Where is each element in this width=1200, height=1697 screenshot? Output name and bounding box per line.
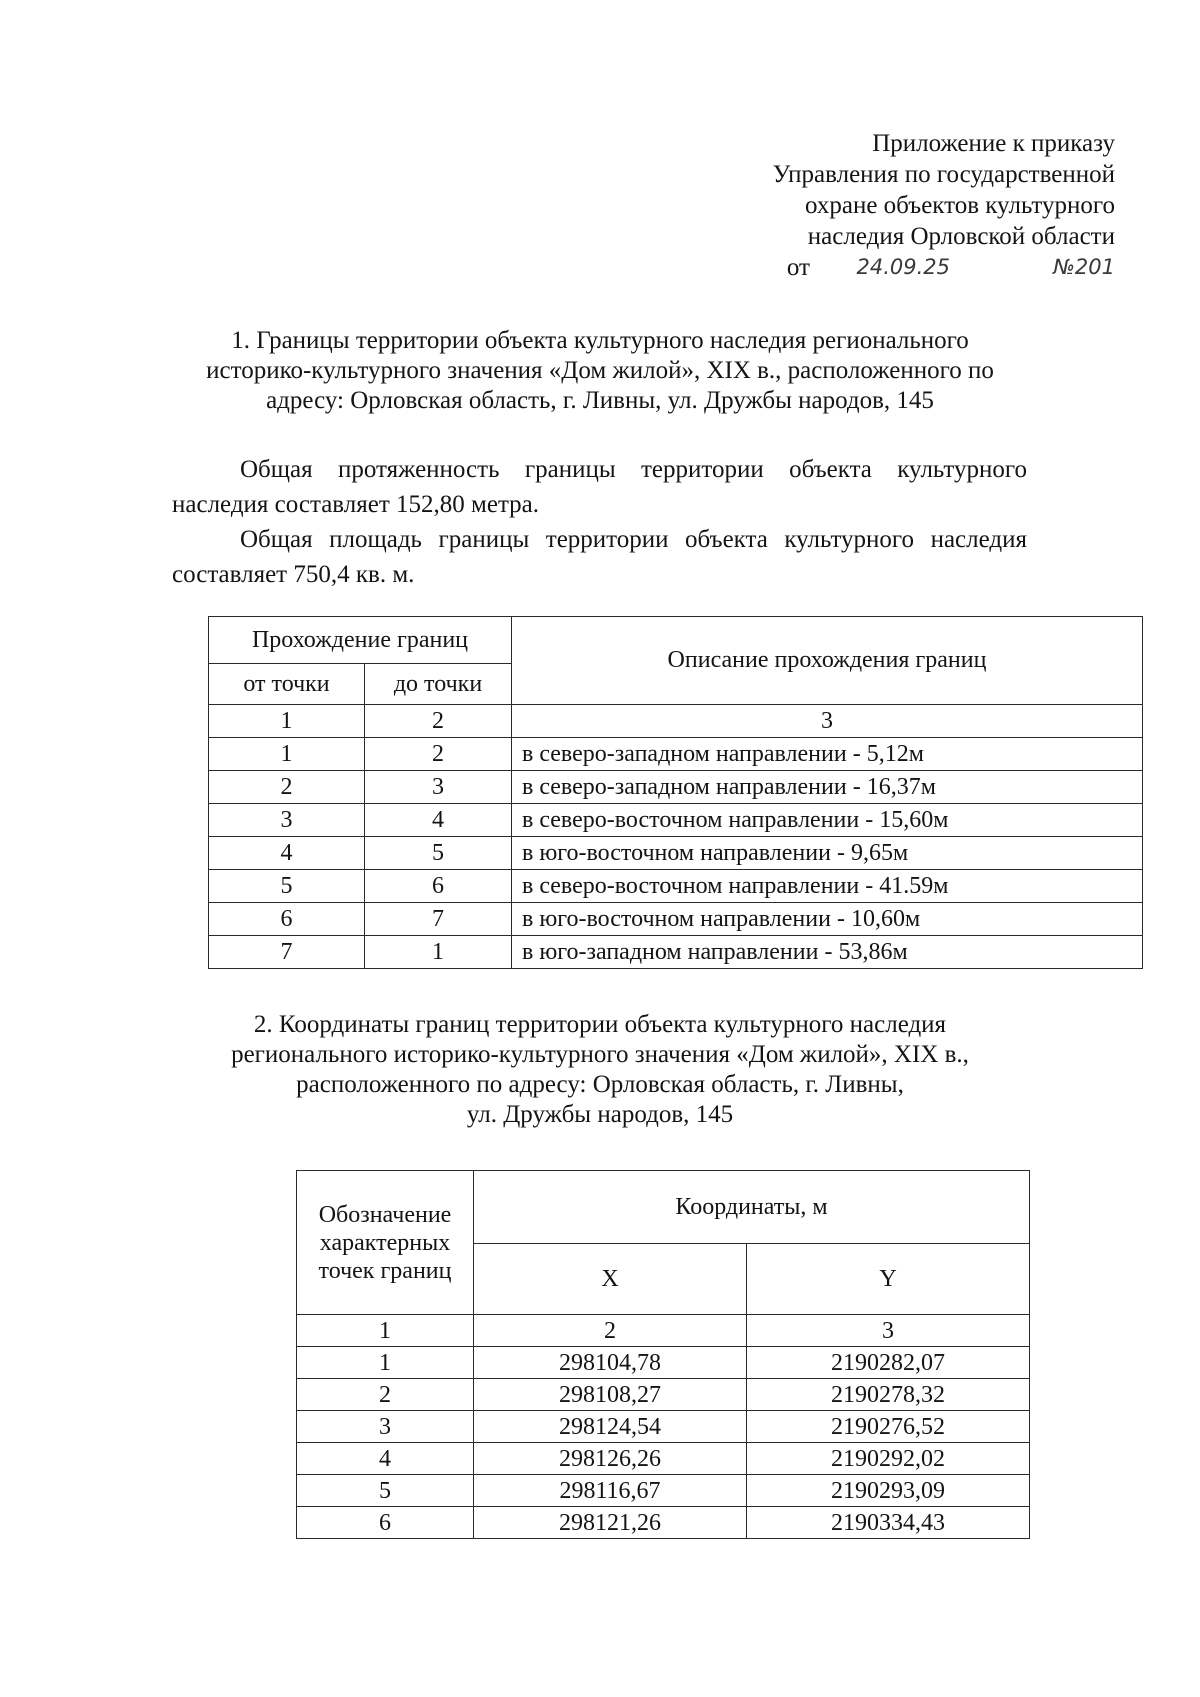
table-row	[297, 1347, 1030, 1379]
y-coordinate-cell: 2190276,52	[747, 1411, 1030, 1443]
header-y: Y	[747, 1244, 1030, 1315]
from-point-cell: 5	[209, 870, 365, 903]
appendix-header	[655, 128, 1115, 283]
total-area-paragraph: Общая площадь границы территории объекта культурного наследия составляет 750,4 кв. м.	[172, 526, 1027, 588]
to-point-cell: 4	[365, 804, 512, 837]
column-number: 3	[747, 1315, 1030, 1347]
table-row	[209, 771, 1143, 804]
section-2-title	[160, 1010, 1040, 1130]
header-x: X	[474, 1244, 747, 1315]
point-cell: 2	[297, 1379, 474, 1411]
from-point-cell: 1	[209, 738, 365, 771]
x-coordinate-cell: 298121,26	[474, 1507, 747, 1539]
to-point-cell: 6	[365, 870, 512, 903]
table-row	[297, 1443, 1030, 1475]
table-row	[209, 936, 1143, 969]
point-cell: 1	[297, 1347, 474, 1379]
x-coordinate-cell: 298104,78	[474, 1347, 747, 1379]
y-coordinate-cell: 2190292,02	[747, 1443, 1030, 1475]
to-point-cell: 7	[365, 903, 512, 936]
column-number: 1	[297, 1315, 474, 1347]
x-coordinate-cell: 298116,67	[474, 1475, 747, 1507]
section-1-title	[160, 326, 1040, 416]
x-coordinate-cell: 298124,54	[474, 1411, 747, 1443]
handwritten-date: 24.09.25	[856, 255, 950, 279]
column-number: 3	[512, 705, 1143, 738]
description-cell: в северо-восточном направлении - 15,60м	[512, 804, 1143, 837]
header-line-2: Управления по государственной	[772, 161, 1115, 188]
to-point-cell: 3	[365, 771, 512, 804]
point-cell: 3	[297, 1411, 474, 1443]
from-point-cell: 6	[209, 903, 365, 936]
table-numbering-row	[297, 1315, 1030, 1347]
table-header-row	[297, 1171, 1030, 1244]
y-coordinate-cell: 2190278,32	[747, 1379, 1030, 1411]
header-line-3: охране объектов культурного	[804, 192, 1115, 219]
table-row	[297, 1379, 1030, 1411]
section-1-title-line: 1. Границы территории объекта культурного наследия регионального	[231, 327, 969, 354]
date-prefix: от	[786, 254, 810, 281]
point-cell: 6	[297, 1507, 474, 1539]
from-point-cell: 4	[209, 837, 365, 870]
to-point-cell: 1	[365, 936, 512, 969]
handwritten-order-number: №201	[1053, 255, 1115, 279]
description-cell: в северо-западном направлении - 16,37м	[512, 771, 1143, 804]
y-coordinate-cell: 2190282,07	[747, 1347, 1030, 1379]
section-2-title-line: расположенного по адресу: Орловская область, г. Ливны,	[296, 1071, 904, 1098]
column-number: 1	[209, 705, 365, 738]
description-cell: в юго-восточном направлении - 9,65м	[512, 837, 1143, 870]
header-boundary-description: Описание прохождения границ	[512, 617, 1143, 705]
table-row	[209, 837, 1143, 870]
from-point-cell: 3	[209, 804, 365, 837]
description-cell: в северо-восточном направлении - 41.59м	[512, 870, 1143, 903]
header-boundary-passage: Прохождение границ	[209, 617, 512, 664]
header-line-4: наследия Орловской области	[807, 223, 1115, 250]
column-number: 2	[365, 705, 512, 738]
from-point-cell: 7	[209, 936, 365, 969]
section-2-title-line: регионального историко-культурного значения «Дом жилой», XIX в.,	[231, 1041, 969, 1068]
description-cell: в юго-западном направлении - 53,86м	[512, 936, 1143, 969]
header-line-1: Приложение к приказу	[872, 130, 1115, 157]
table-row	[209, 738, 1143, 771]
section-2-title-line: ул. Дружбы народов, 145	[466, 1101, 734, 1128]
column-number: 2	[474, 1315, 747, 1347]
y-coordinate-cell: 2190334,43	[747, 1507, 1030, 1539]
boundary-description-table	[208, 616, 1143, 969]
total-length-paragraph: Общая протяженность границы территории объекта культурного наследия составляет 152,80 метра.	[172, 456, 1027, 518]
section-1-title-line: историко-культурного значения «Дом жилой», XIX в., расположенного по	[206, 357, 994, 384]
x-coordinate-cell: 298108,27	[474, 1379, 747, 1411]
table-header-row	[209, 617, 1143, 664]
table-row	[209, 903, 1143, 936]
date-number-line	[655, 252, 1115, 283]
table-numbering-row	[209, 705, 1143, 738]
section-2-title-line: 2. Координаты границ территории объекта культурного наследия	[253, 1011, 947, 1038]
y-coordinate-cell: 2190293,09	[747, 1475, 1030, 1507]
header-to-point: до точки	[365, 664, 512, 705]
coordinates-table	[296, 1170, 1030, 1539]
table-row	[297, 1507, 1030, 1539]
point-cell: 5	[297, 1475, 474, 1507]
header-from-point: от точки	[209, 664, 365, 705]
table-row	[209, 870, 1143, 903]
point-cell: 4	[297, 1443, 474, 1475]
from-point-cell: 2	[209, 771, 365, 804]
table-row	[297, 1475, 1030, 1507]
description-cell: в северо-западном направлении - 5,12м	[512, 738, 1143, 771]
header-coordinates: Координаты, м	[474, 1171, 1030, 1244]
section-1-title-line: адресу: Орловская область, г. Ливны, ул. Дружбы народов, 145	[266, 387, 934, 414]
to-point-cell: 2	[365, 738, 512, 771]
description-cell: в юго-восточном направлении - 10,60м	[512, 903, 1143, 936]
to-point-cell: 5	[365, 837, 512, 870]
x-coordinate-cell: 298126,26	[474, 1443, 747, 1475]
header-characteristic-points: Обозначение характерных точек границ	[297, 1171, 474, 1315]
table-row	[209, 804, 1143, 837]
table-row	[297, 1411, 1030, 1443]
